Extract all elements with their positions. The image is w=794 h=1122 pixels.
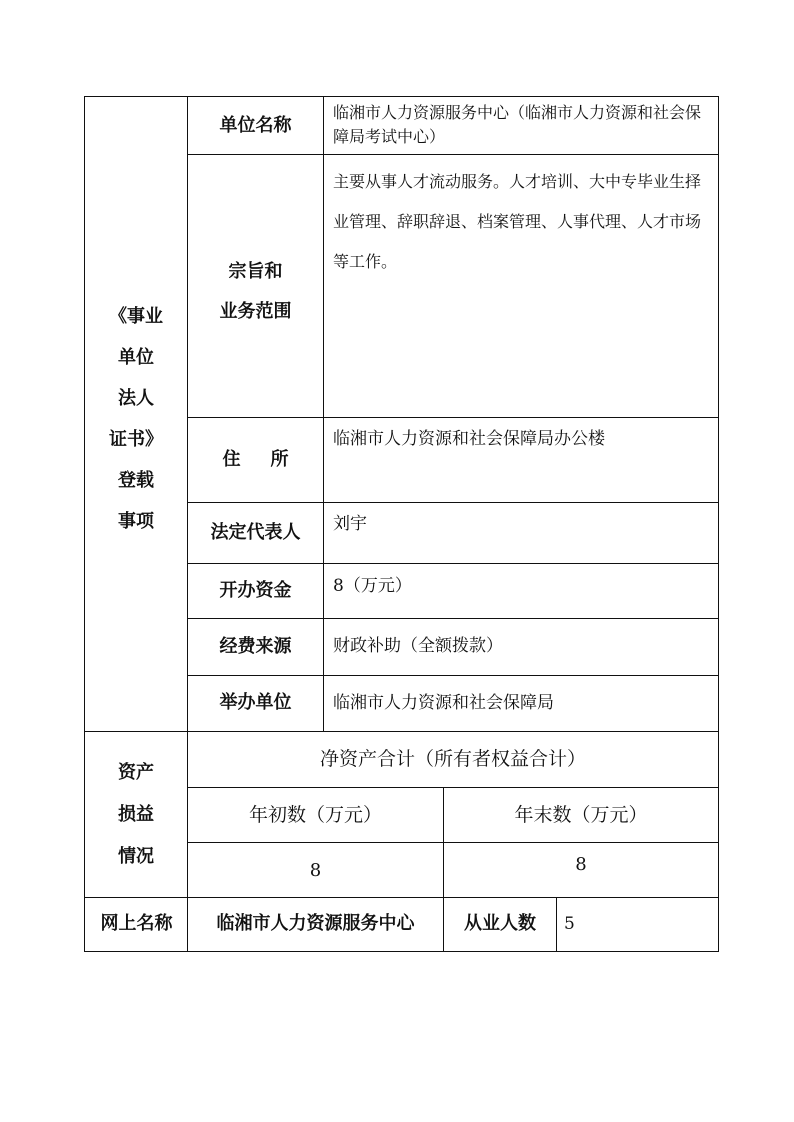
funding-source-label: 经费来源 xyxy=(219,636,292,657)
funding-source-value: 财政补助（全额拨款） xyxy=(333,636,503,656)
address-value: 临湘市人力资源和社会保障局办公楼 xyxy=(333,429,605,449)
end-year-header: 年末数（万元） xyxy=(514,804,648,826)
purpose-scope-value: 主要从事人才流动服务。人才培训、大中专毕业生择业管理、辞职辞退、档案管理、人事代理、人才市场等工作。 xyxy=(333,172,702,271)
net-assets-header: 净资产合计（所有者权益合计） xyxy=(319,748,586,770)
begin-year-value: 8 xyxy=(309,860,322,881)
row-divider xyxy=(187,787,719,788)
sponsor-label: 举办单位 xyxy=(219,692,292,713)
capital-value: 8（万元） xyxy=(333,576,412,596)
row-divider xyxy=(187,675,719,676)
table-border-top xyxy=(84,96,719,97)
legal-rep-value: 刘宇 xyxy=(333,514,367,534)
online-name-value: 临湘市人力资源服务中心 xyxy=(216,913,415,934)
table-border-bottom xyxy=(84,951,719,952)
assets-section-label: 资产 损益 情况 xyxy=(118,762,154,867)
purpose-scope-label: 宗旨和 业务范围 xyxy=(219,261,292,322)
section-divider xyxy=(84,897,719,898)
row-divider xyxy=(187,154,719,155)
online-name-label: 网上名称 xyxy=(100,913,173,934)
begin-year-header: 年初数（万元） xyxy=(248,804,382,826)
org-name-label: 单位名称 xyxy=(219,115,292,136)
column-divider xyxy=(443,787,444,897)
staff-count-label: 从业人数 xyxy=(464,913,536,934)
staff-count-value: 5 xyxy=(564,914,575,934)
row-divider xyxy=(187,842,719,843)
column-divider xyxy=(323,96,324,731)
registration-section-label: 《事业 单位 法人 证书》 登载 事项 xyxy=(109,306,163,532)
sponsor-value: 临湘市人力资源和社会保障局 xyxy=(333,693,554,713)
row-divider xyxy=(187,563,719,564)
row-divider xyxy=(187,417,719,418)
legal-rep-label: 法定代表人 xyxy=(210,522,301,543)
address-label: 住所 xyxy=(222,449,319,470)
row-divider xyxy=(187,618,719,619)
table-border-left xyxy=(84,96,85,951)
capital-label: 开办资金 xyxy=(219,580,292,601)
section-divider xyxy=(84,731,719,732)
table-border-right xyxy=(718,96,719,951)
row-divider xyxy=(187,502,719,503)
end-year-value: 8 xyxy=(575,854,587,875)
column-divider xyxy=(556,897,557,951)
org-name-value: 临湘市人力资源服务中心（临湘市人力资源和社会保障局考试中心） xyxy=(333,103,702,146)
